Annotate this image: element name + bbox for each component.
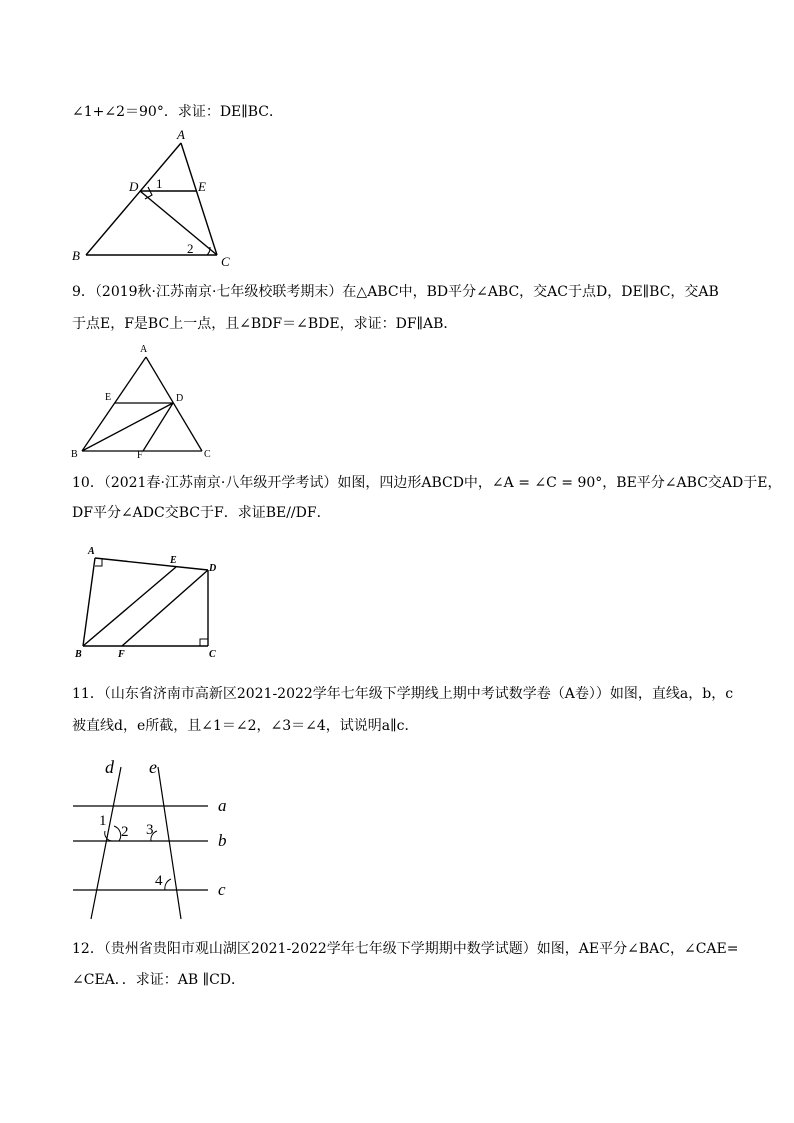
seg-AD: [95, 558, 208, 570]
seg-AB: [83, 558, 95, 646]
label-angle-3: 3: [146, 822, 154, 838]
figure-9-triangle: [65, 340, 225, 460]
seg-AB: [86, 143, 181, 255]
seg-AC: [181, 143, 217, 255]
seg-BD: [82, 403, 173, 451]
problem-12-line-2: ∠CEA．．求证：AB ∥CD．: [72, 972, 246, 988]
seg-AC: [146, 357, 202, 451]
angle-4-arc: [165, 879, 171, 890]
label-D: D: [209, 563, 217, 574]
label-F: F: [118, 649, 125, 660]
label-F: F: [137, 450, 143, 460]
label-angle-2: 2: [121, 824, 129, 840]
seg-AB: [82, 357, 146, 451]
line-e: [158, 767, 181, 919]
label-angle-1: 1: [156, 176, 163, 191]
label-B: B: [72, 248, 80, 263]
label-D: D: [129, 179, 139, 194]
label-E: E: [198, 179, 206, 194]
problem-9-line-1: 9．（2019秋·江苏南京·七年级校联考期末）在△ABC中，BD平分∠ABC，交AC于点D，DE∥BC，交AB: [72, 284, 719, 300]
label-a: a: [218, 796, 227, 815]
label-A: A: [177, 127, 185, 142]
problem-10-line-2: DF平分∠ADC交BC于F．求证BE//DF．: [72, 505, 331, 521]
label-A: A: [88, 546, 95, 557]
label-angle-1: 1: [99, 813, 107, 829]
label-B: B: [75, 649, 82, 660]
problem-9-line-2: 于点E，F是BC上一点，且∠BDF＝∠BDE，求证：DF∥AB．: [72, 316, 458, 332]
label-b: b: [218, 831, 227, 850]
problem-11-line-1: 11．（山东省济南市高新区2021-2022学年七年级下学期线上期中考试数学卷（A卷））如图，直线a，b，c: [72, 686, 734, 702]
right-angle-C: [200, 639, 208, 646]
problem-11-line-2: 被直线d，e所截，且∠1＝∠2，∠3＝∠4，试说明a∥c．: [72, 718, 419, 734]
label-angle-4: 4: [155, 873, 163, 889]
label-B: B: [71, 449, 78, 460]
seg-DF: [122, 570, 208, 646]
label-C: C: [221, 254, 230, 269]
label-d: d: [105, 757, 114, 777]
problem-10-line-1: 10．（2021春·江苏南京·八年级开学考试）如图，四边形ABCD中，∠A = ∠C = 90°，BE平分∠ABC交AD于E，: [72, 475, 782, 491]
seg-DC: [140, 191, 217, 255]
label-e: e: [149, 757, 157, 777]
figure-11-lines: [65, 755, 245, 925]
angle-2-arc: [114, 826, 121, 841]
label-angle-2: 2: [187, 241, 194, 256]
right-angle-mark: [145, 187, 152, 199]
figure-8-triangle: [60, 125, 250, 270]
label-A: A: [140, 344, 148, 355]
seg-BE: [83, 567, 176, 646]
label-E: E: [105, 392, 112, 403]
label-C: C: [204, 449, 211, 460]
label-E: E: [170, 555, 177, 566]
label-D: D: [176, 393, 184, 404]
problem-8-text: ∠1+∠2＝90°．求证：DE∥BC．: [72, 104, 283, 120]
label-c: c: [218, 880, 226, 899]
figure-10-quadrilateral: [70, 540, 230, 665]
label-C: C: [209, 649, 216, 660]
problem-12-line-1: 12．（贵州省贵阳市观山湖区2021-2022学年七年级下学期期中数学试题）如图，AE平分∠BAC，∠CAE=: [72, 941, 739, 957]
line-d: [91, 767, 121, 919]
